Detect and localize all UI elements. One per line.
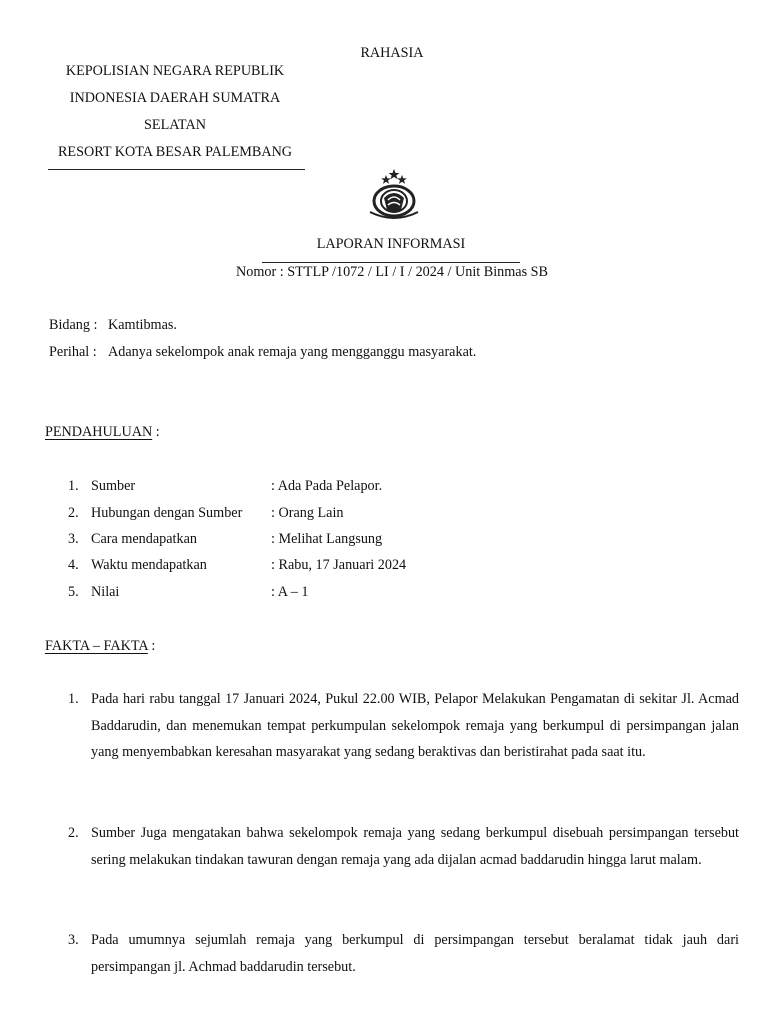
subject-label: Perihal : [49, 344, 97, 360]
facts-heading [45, 638, 155, 655]
intro-item-number: 3. [68, 531, 79, 547]
field-value: Kamtibmas. [108, 317, 177, 333]
classification-label: RAHASIA [360, 45, 424, 61]
intro-item-label: Cara mendapatkan [91, 531, 197, 547]
intro-item-number: 5. [68, 584, 79, 600]
intro-item-number: 2. [68, 505, 79, 521]
org-line-2: INDONESIA DAERAH SUMATRA [69, 90, 281, 106]
facts-heading-text: FAKTA – FAKTA [45, 638, 148, 654]
police-emblem-icon [364, 168, 424, 220]
title-divider [262, 262, 520, 263]
fact-paragraph: Pada hari rabu tanggal 17 Januari 2024, Pukul 22.00 WIB, Pelapor Melakukan Pengamatan di sekitar Jl. Acmad Baddarudin, dan menemukan tempat perkumpulan sekelompok remaja yang berkumpul di persimpangan jalan yang menyembabkan keresahan masyarakat yang sedang beraktivas dan beristirahat pada saat itu. [91, 691, 739, 761]
org-line-3: SELATAN [144, 117, 206, 133]
intro-item-label: Waktu mendapatkan [91, 557, 207, 573]
intro-item-value: : Ada Pada Pelapor. [271, 478, 383, 494]
subject-value: Adanya sekelompok anak remaja yang mengganggu masyarakat. [108, 344, 477, 360]
intro-item-label: Nilai [91, 584, 120, 600]
introduction-heading-suffix: : [152, 424, 160, 440]
fact-number: 3. [68, 932, 79, 948]
field-label: Bidang : [49, 317, 98, 333]
intro-item-value: : A – 1 [271, 584, 309, 600]
org-line-4: RESORT KOTA BESAR PALEMBANG [57, 144, 293, 160]
fact-paragraph: Sumber Juga mengatakan bahwa sekelompok remaja yang sedang berkumpul disebuah persimpangan tersebut sering melakukan tindakan tawuran dengan remaja yang ada dijalan acmad baddarudin hingga larut malam. [91, 825, 739, 868]
fact-paragraph: Pada umumnya sejumlah remaja yang berkumpul di persimpangan tersebut beralamat tidak jauh dari persimpangan jl. Achmad baddarudin tersebut. [91, 932, 739, 975]
intro-item-number: 1. [68, 478, 79, 494]
report-number: Nomor : STTLP /1072 / LI / I / 2024 / Unit Binmas SB [236, 264, 548, 280]
fact-number: 2. [68, 825, 79, 841]
introduction-heading [45, 424, 160, 441]
report-title: LAPORAN INFORMASI [316, 236, 466, 252]
org-divider [48, 169, 305, 170]
intro-item-value: : Melihat Langsung [271, 531, 383, 547]
intro-item-label: Hubungan dengan Sumber [91, 505, 243, 521]
intro-item-number: 4. [68, 557, 79, 573]
intro-item-value: : Rabu, 17 Januari 2024 [271, 557, 407, 573]
facts-heading-suffix: : [147, 638, 156, 654]
introduction-heading-text: PENDAHULUAN [45, 424, 153, 440]
fact-number: 1. [68, 691, 79, 707]
org-line-1: KEPOLISIAN NEGARA REPUBLIK [65, 63, 285, 79]
intro-item-label: Sumber [91, 478, 136, 494]
intro-item-value: : Orang Lain [271, 505, 344, 521]
